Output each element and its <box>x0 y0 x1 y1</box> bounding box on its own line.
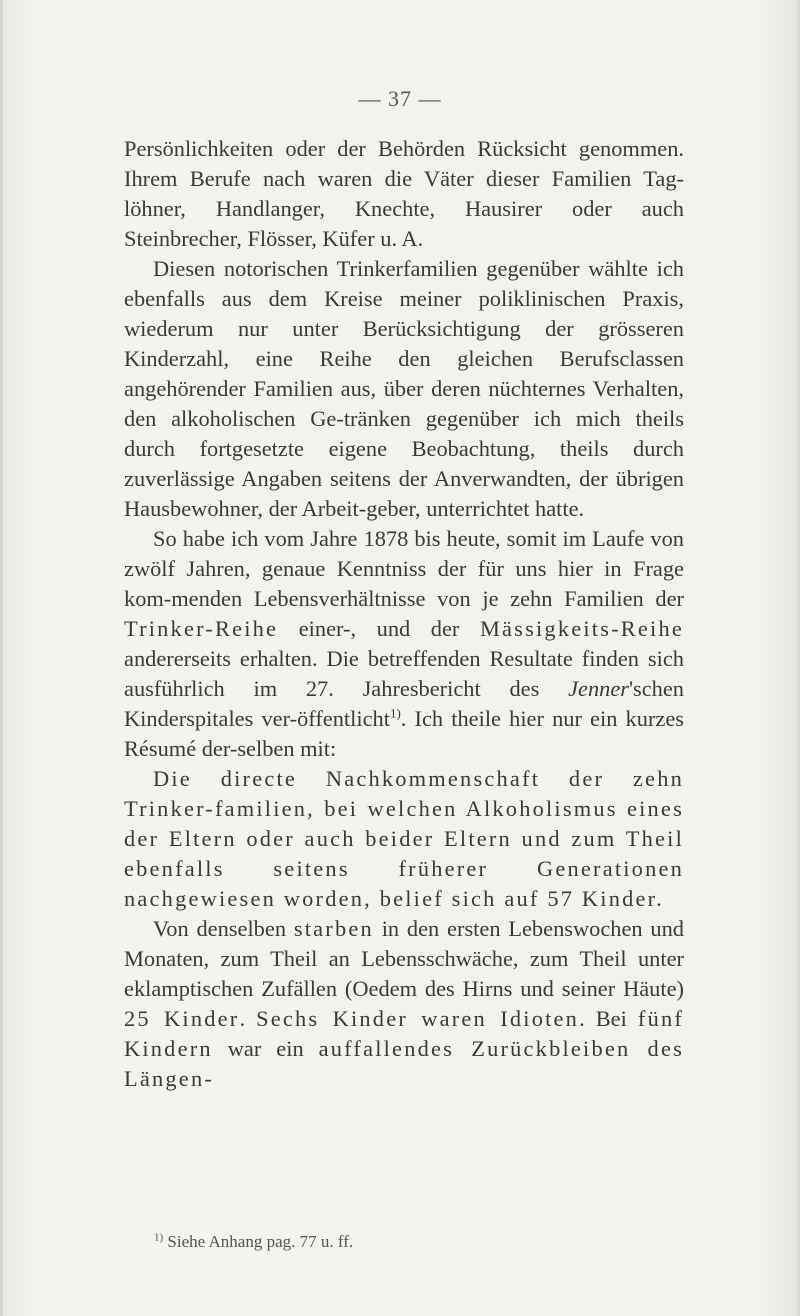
text-run: Von denselben <box>153 916 294 941</box>
spaced-emphasis: Die directe Nachkommenschaft der zehn Trinker-familien, bei welchen Alkoholismus eines der Eltern oder auch beider Eltern und zum Theil ebenfalls seitens früherer Generationen nachgewiesen worden, belief sich auf 57 Kinder. <box>124 766 684 911</box>
paragraph-2 <box>124 254 684 524</box>
text-run: . Bei <box>579 1006 638 1031</box>
spaced-emphasis: starben <box>293 916 374 941</box>
footnote-reference: 1) <box>389 705 401 721</box>
text-run: einer-, und der <box>278 616 480 641</box>
footnote <box>154 1232 353 1252</box>
paragraph-5 <box>124 914 684 1094</box>
spaced-emphasis: fünf Kindern <box>124 1006 685 1061</box>
text-run: 'schen Kinderspitales ver-öffentlicht <box>124 676 684 731</box>
spaced-emphasis: auffallendes Zurückbleiben des Längen- <box>124 1036 685 1091</box>
text-run: . Ich theile hier nur ein kurzes Résumé der-selben mit: <box>124 706 684 761</box>
italic-name: Jenner <box>568 676 629 701</box>
page-number: — 37 — <box>358 86 442 111</box>
body-text <box>124 134 684 1094</box>
text-run: war ein <box>212 1036 319 1061</box>
text-run: Diesen notorischen Trinkerfamilien gegenüber wählte ich ebenfalls aus dem Kreise meiner poliklinischen Praxis, wiederum nur unter Berücksichtigung der grösseren Kinderzahl, eine Reihe den gleichen Berufsclassen angehörender Familien aus, über deren nüchternes Verhalten, den alkoholischen Ge-tränken gegenüber ich mich theils durch fortgesetzte eigene Beobachtung, theils durch zuverlässige Angaben seitens der Anverwandten, der übrigen Hausbewohner, der Arbeit-geber, unterrichtet hatte. <box>124 256 684 521</box>
footnote-marker: 1) <box>154 1231 164 1244</box>
text-run: Persönlichkeiten oder der Behörden Rücksicht genommen. Ihrem Berufe nach waren die Väter dieser Familien Tag-löhner, Handlanger, Knechte, Hausirer oder auch Steinbrecher, Flösser, Küfer u. A. <box>124 136 684 251</box>
text-run: So habe ich vom Jahre 1878 bis heute, somit im Laufe von zwölf Jahren, genaue Kenntniss der für uns hier in Frage kom-menden Lebensverhältnisse von je zehn Familien der <box>124 526 684 611</box>
spaced-emphasis: Mässigkeits-Reihe <box>479 616 684 641</box>
text-run: andererseits erhalten. Die betreffenden Resultate finden sich ausführlich im 27. Jahresbericht des <box>124 646 684 701</box>
spaced-emphasis: 25 Kinder <box>124 1006 240 1031</box>
spaced-emphasis: Sechs Kinder waren Idioten <box>256 1006 580 1031</box>
paragraph-1 <box>124 134 684 254</box>
paragraph-4 <box>124 764 684 914</box>
page-edge-left <box>0 0 3 1316</box>
spaced-emphasis: Trinker-Reihe <box>124 616 279 641</box>
text-run: . <box>239 1006 257 1031</box>
text-run: in den ersten Lebenswochen und Monaten, zum Theil an Lebensschwäche, zum Theil unter eklamptischen Zufällen (Oedem des Hirns und seiner Häute) <box>124 916 684 1001</box>
footnote-text: Siehe Anhang pag. 77 u. ff. <box>163 1232 354 1251</box>
paragraph-3 <box>124 524 684 764</box>
